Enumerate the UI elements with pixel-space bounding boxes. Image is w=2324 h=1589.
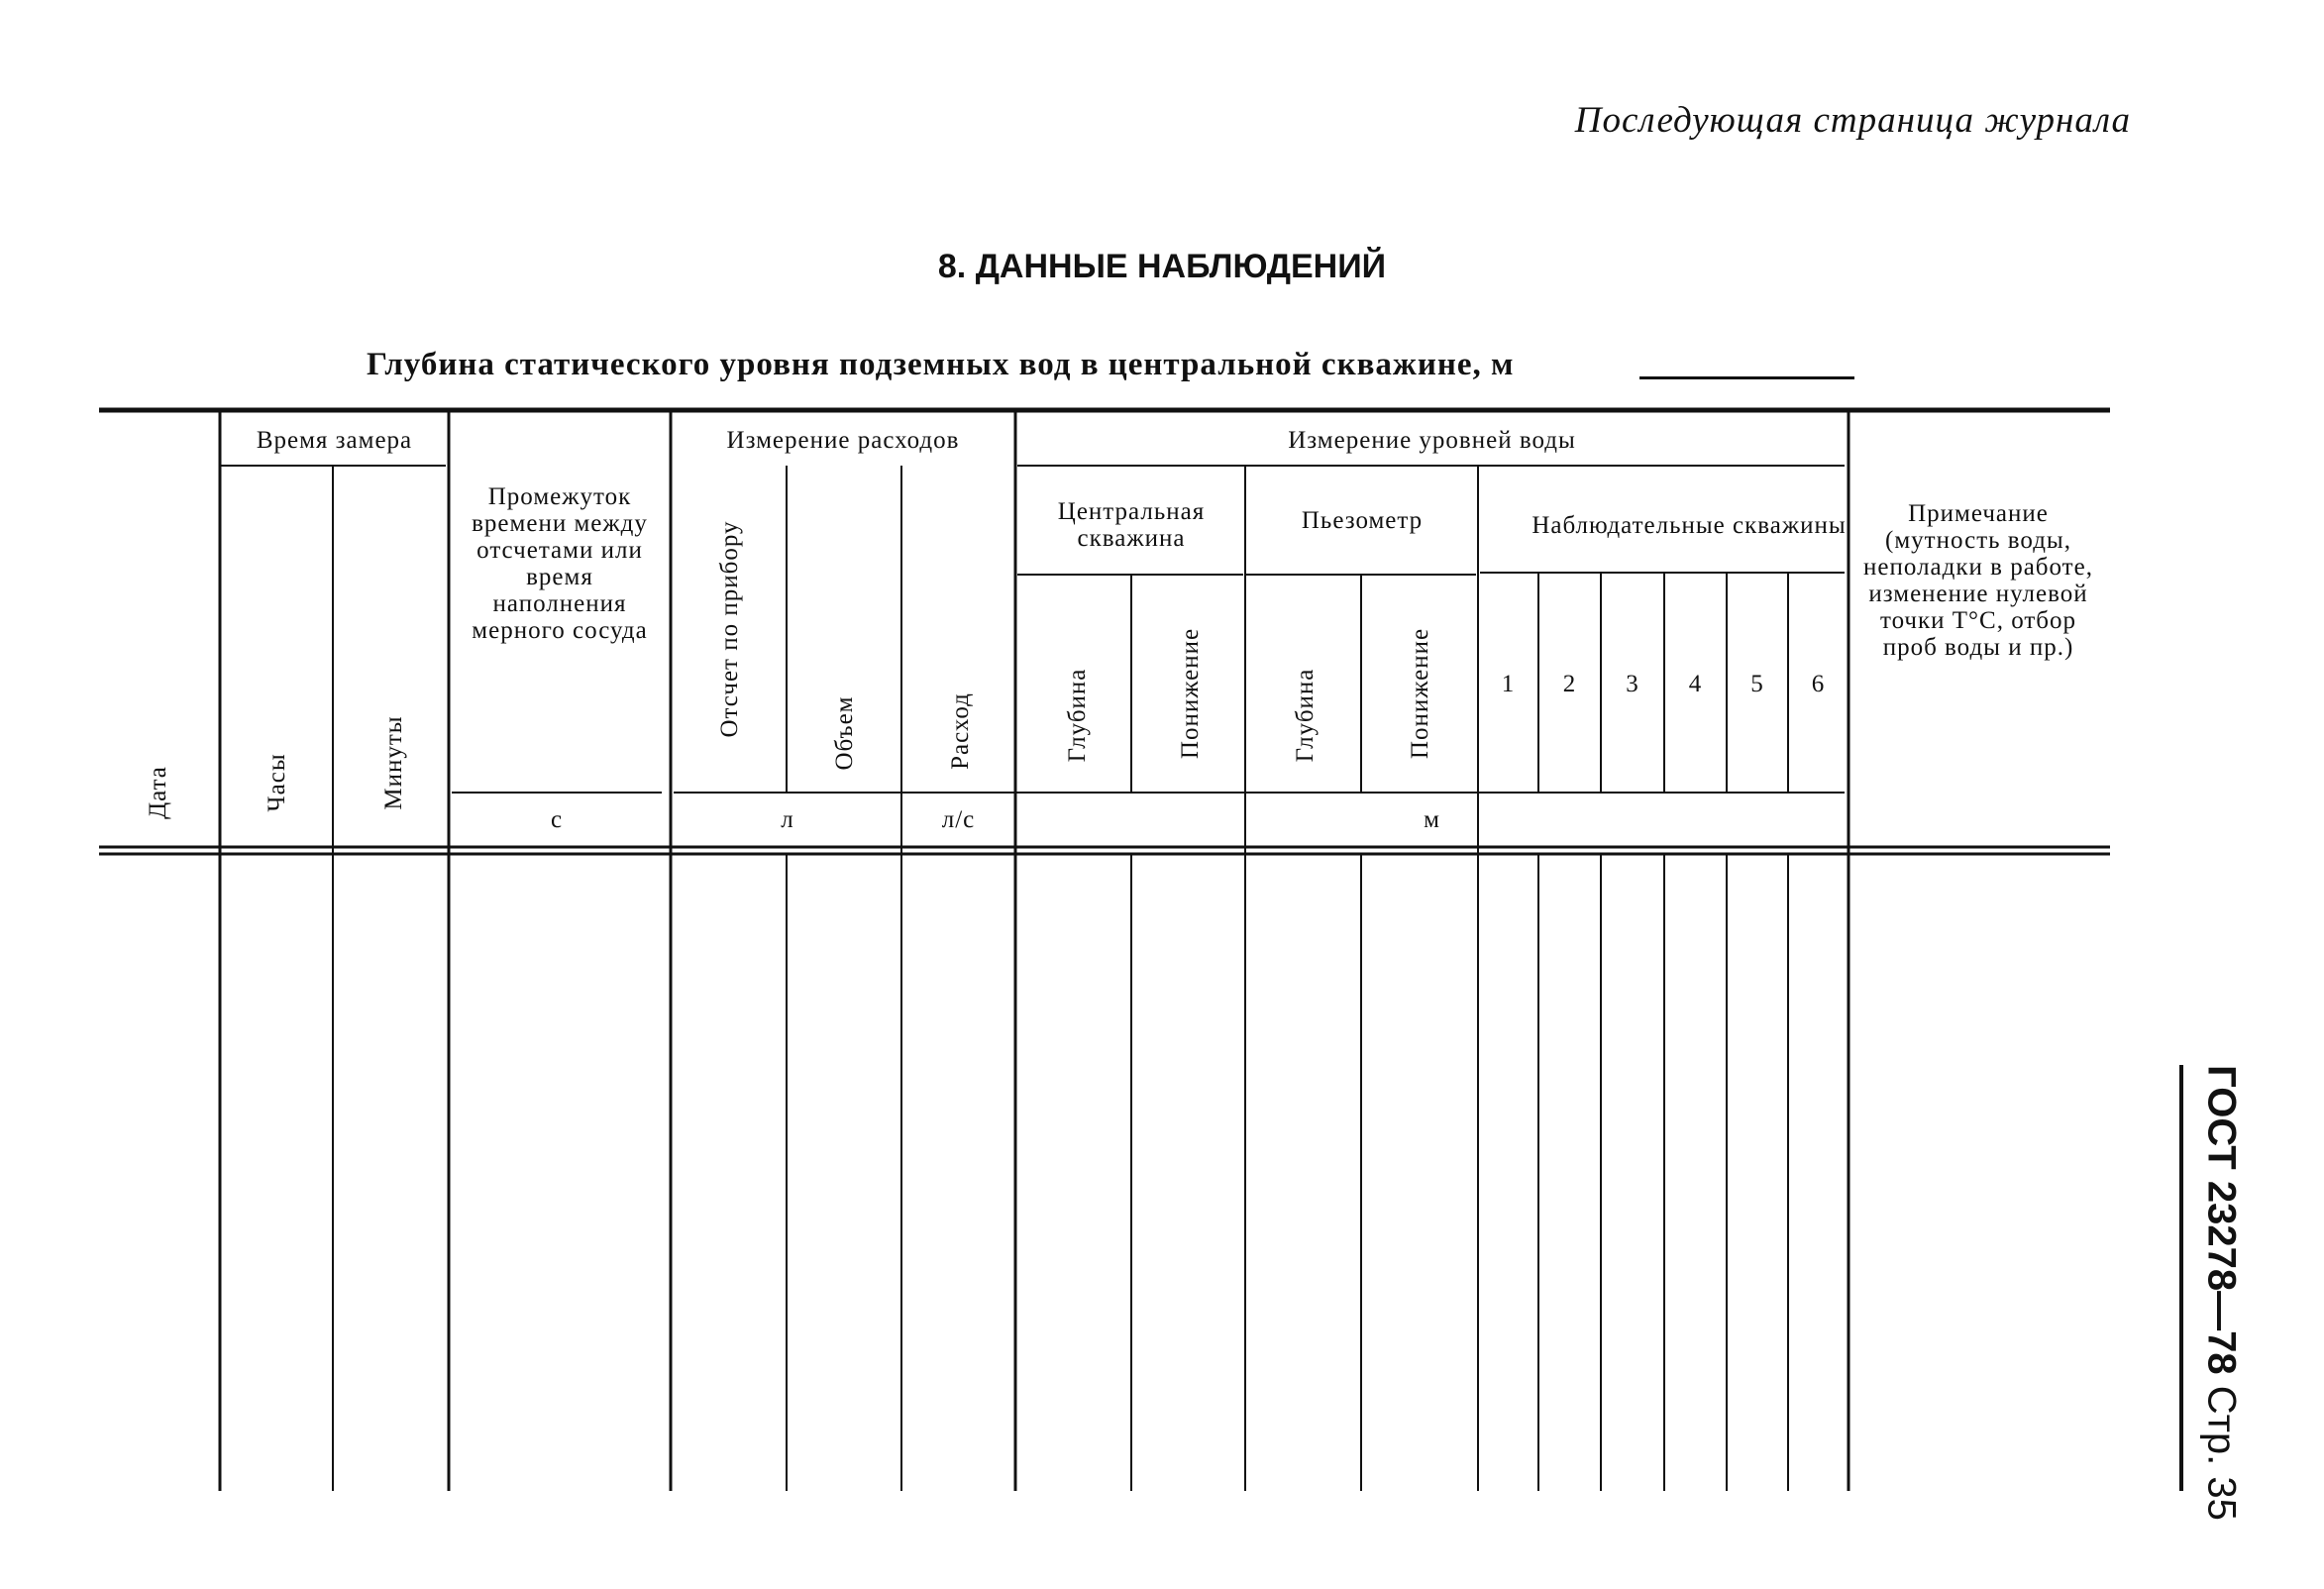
- standard-label: ГОСТ 23278—78: [2199, 1065, 2244, 1375]
- flow-group-header: Измерение расходов: [726, 426, 960, 454]
- hours-header: Часы: [264, 753, 290, 812]
- central-well-header: Центральная скважина: [1057, 498, 1206, 552]
- observation-wells-header: Наблюдательные скважины: [1532, 511, 1847, 539]
- well-number-3: 3: [1626, 670, 1639, 697]
- minutes-header: Минуты: [380, 715, 407, 810]
- instrument-reading-header: Отсчет по прибору: [716, 520, 743, 738]
- well-number-4: 4: [1688, 670, 1703, 697]
- central-drawdown-header: Понижение: [1177, 627, 1204, 760]
- section-title: 8. ДАННЫЕ НАБЛЮДЕНИЙ: [937, 248, 1387, 285]
- unit-discharge: л/с: [941, 806, 976, 833]
- well-number-6: 6: [1811, 670, 1826, 697]
- piezometer-depth-header: Глубина: [1292, 668, 1319, 763]
- note-header: Примечание (мутность воды, неполадки в работе, изменение нулевой точки T°C, отбор проб воды и пр.): [1863, 500, 2093, 661]
- unit-interval: с: [550, 806, 564, 833]
- level-group-header: Измерение уровней воды: [1288, 426, 1576, 454]
- page-number: Стр. 35: [2199, 1385, 2244, 1521]
- central-depth-header: Глубина: [1064, 668, 1091, 763]
- piezometer-drawdown-header: Понижение: [1407, 627, 1433, 760]
- unit-levels: м: [1424, 806, 1440, 833]
- well-number-1: 1: [1501, 670, 1516, 697]
- unit-volume: л: [781, 806, 794, 833]
- time-group-header: Время замера: [256, 426, 413, 454]
- discharge-header: Расход: [947, 692, 974, 770]
- interval-header: Промежуток времени между отсчетами или время наполнения мерного сосуда: [472, 483, 648, 644]
- page-header: Последующая страница журнала: [1574, 100, 2131, 141]
- static-level-label: Глубина статического уровня подземных вод в центральной скважине, м: [367, 347, 1515, 382]
- volume-header: Объем: [831, 695, 858, 771]
- well-number-2: 2: [1562, 670, 1577, 697]
- date-header: Дата: [145, 766, 171, 819]
- well-number-5: 5: [1750, 670, 1764, 697]
- piezometer-header: Пьезометр: [1301, 506, 1424, 534]
